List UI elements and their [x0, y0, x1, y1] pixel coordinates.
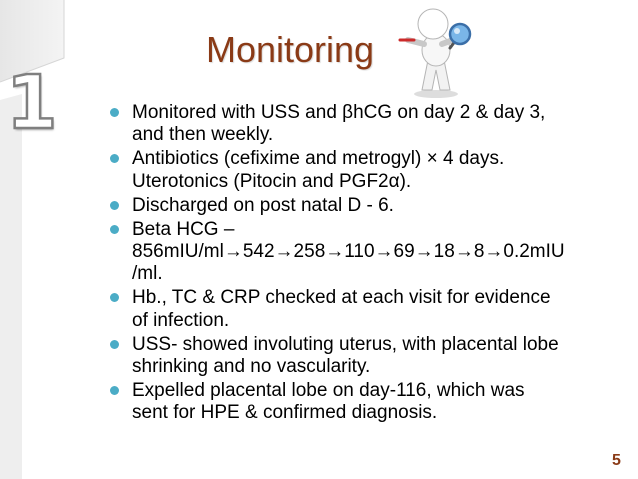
bullet-text: Monitored with USS and βhCG on day 2 & day 3, and then weekly. [132, 102, 546, 146]
magnifier-figure-icon [398, 4, 480, 105]
page-number: 5 [612, 452, 621, 469]
corner-panel-bottom [0, 94, 22, 479]
bullet-text: Expelled placental lobe on day-116, which was sent for HPE & confirmed diagnosis. [132, 379, 525, 424]
bullet-text: Beta HCG – 856mIU/ml→542→258→110→69→18→8→0.2mIU /ml. [132, 218, 565, 285]
bullet-text: Hb., TC & CRP checked at each visit for evidence of infection. [132, 287, 551, 331]
bullet-dot-icon [110, 386, 119, 395]
section-number: 1 [6, 60, 58, 146]
bullet-text: Antibiotics (cefixime and metrogyl) × 4 days. Uterotonics (Pitocin and PGF2α). [132, 148, 505, 192]
bullet-item [106, 195, 616, 217]
bullet-list [106, 102, 616, 426]
bullet-dot-icon [110, 340, 119, 349]
bullet-dot-icon [110, 293, 119, 302]
bullet-dot-icon [110, 225, 119, 234]
bullet-text: USS- showed involuting uterus, with placental lobe shrinking and no vascularity. [132, 333, 559, 377]
bullet-item [106, 287, 616, 332]
bullet-item [106, 334, 616, 379]
page-title: Monitoring [206, 29, 375, 70]
bullet-item [106, 219, 616, 286]
bullet-item [106, 102, 616, 147]
bullet-dot-icon [110, 154, 119, 163]
bullet-dot-icon [110, 108, 119, 117]
bullet-dot-icon [110, 201, 119, 210]
bullet-text: Discharged on post natal D - 6. [132, 194, 394, 216]
bullet-item [106, 380, 616, 425]
bullet-item [106, 148, 616, 193]
